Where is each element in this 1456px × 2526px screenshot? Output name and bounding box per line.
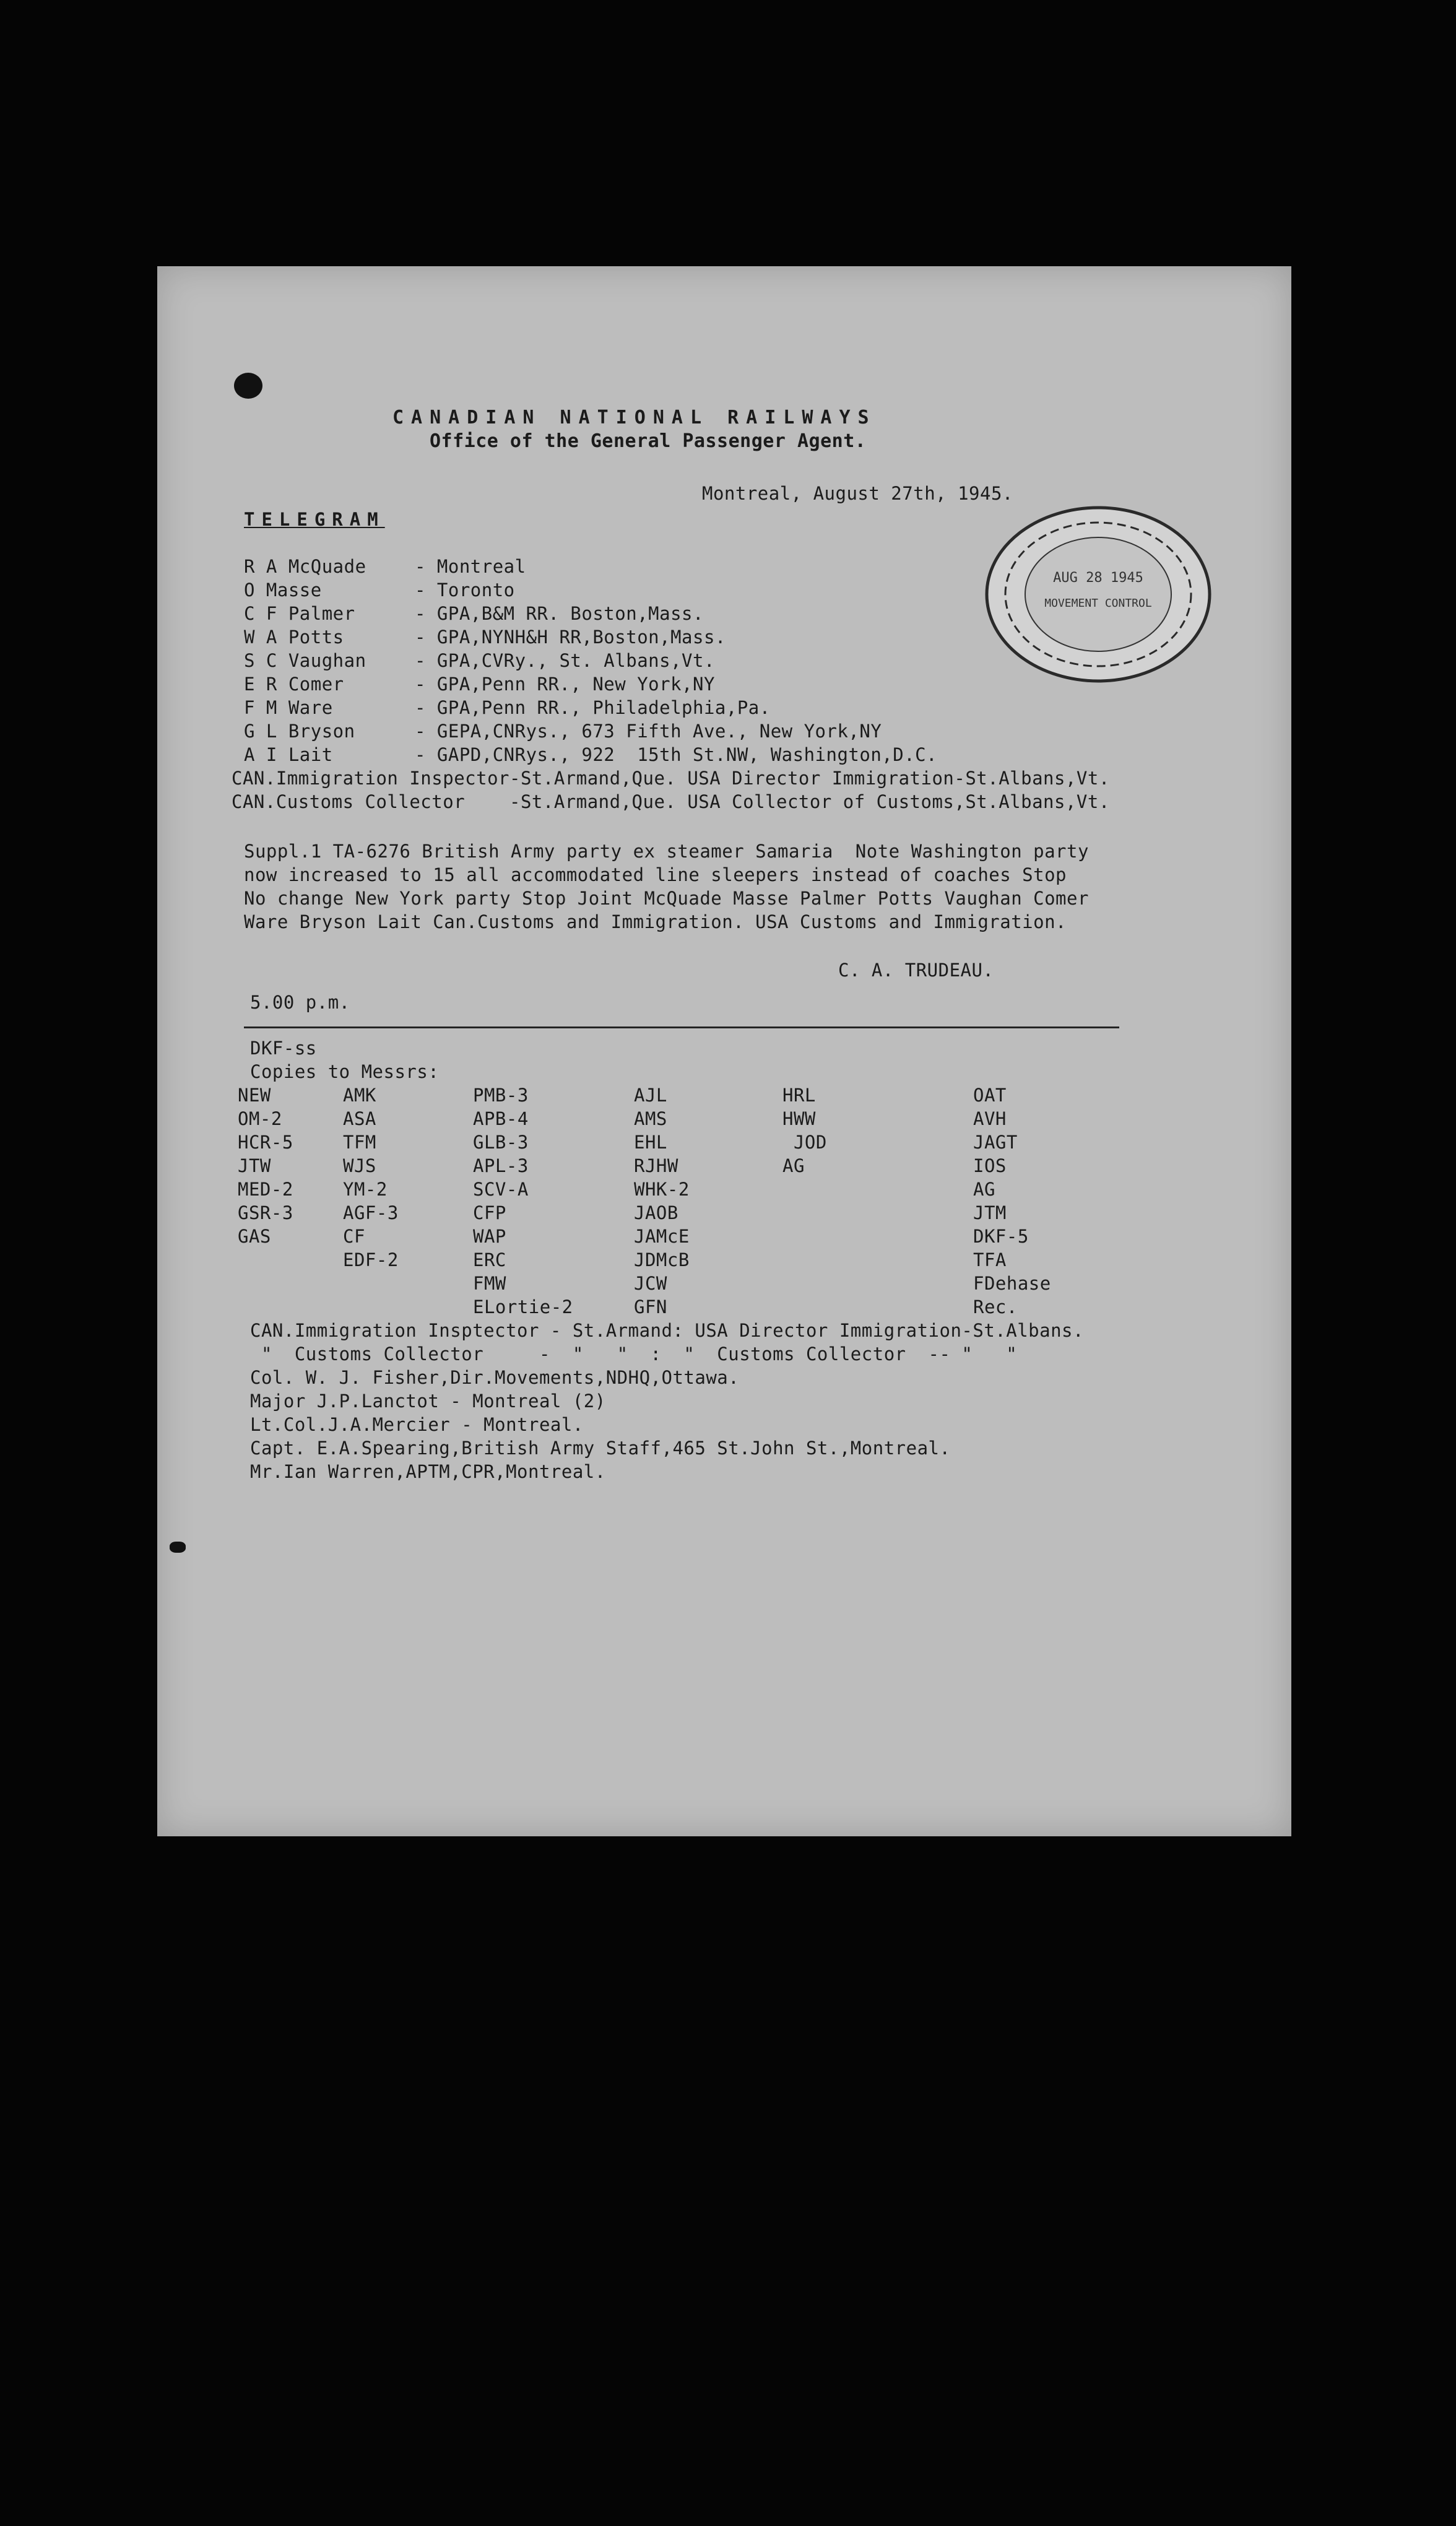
copy-code: WJS bbox=[343, 1155, 376, 1176]
document-page bbox=[157, 266, 1291, 1836]
message-line: No change New York party Stop Joint McQuade Masse Palmer Potts Vaughan Comer bbox=[244, 888, 1089, 909]
copies-label: Copies to Messrs: bbox=[250, 1061, 440, 1082]
copy-code: YM-2 bbox=[343, 1179, 388, 1200]
copy-code: RJHW bbox=[634, 1155, 678, 1176]
copy-code: OM-2 bbox=[238, 1108, 282, 1129]
distribution-line: Mr.Ian Warren,APTM,CPR,Montreal. bbox=[250, 1461, 606, 1482]
addressee-destination: - GPA,B&M RR. Boston,Mass. bbox=[415, 603, 704, 624]
copy-code: HCR-5 bbox=[238, 1132, 293, 1153]
copy-code: AVH bbox=[973, 1108, 1007, 1129]
divider-rule bbox=[244, 1026, 1119, 1028]
copy-code: WHK-2 bbox=[634, 1179, 690, 1200]
copy-code: JTM bbox=[973, 1202, 1007, 1223]
copy-code: AMK bbox=[343, 1085, 376, 1106]
copy-code: TFM bbox=[343, 1132, 376, 1153]
addressee-destination: - GPA,Penn RR., New York,NY bbox=[415, 674, 715, 695]
ink-blot bbox=[234, 373, 262, 399]
distribution-line: " Customs Collector - " " : " Customs Collector -- " " bbox=[250, 1343, 1018, 1365]
copy-code: AMS bbox=[634, 1108, 667, 1129]
copy-code: ERC bbox=[473, 1249, 506, 1270]
time-sent: 5.00 p.m. bbox=[250, 992, 350, 1013]
copy-code: HRL bbox=[782, 1085, 816, 1106]
message-line: Ware Bryson Lait Can.Customs and Immigration. USA Customs and Immigration. bbox=[244, 911, 1067, 932]
copy-code: APL-3 bbox=[473, 1155, 529, 1176]
copy-code: PMB-3 bbox=[473, 1085, 529, 1106]
reference-initials: DKF-ss bbox=[250, 1038, 317, 1059]
copy-code: NEW bbox=[238, 1085, 271, 1106]
letterhead-org: CANADIAN NATIONAL RAILWAYS bbox=[392, 407, 877, 428]
stamp-date: AUG 28 1945 bbox=[1053, 570, 1143, 586]
copy-code: ASA bbox=[343, 1108, 376, 1129]
addressee-destination: - GPA,Penn RR., Philadelphia,Pa. bbox=[415, 697, 771, 718]
copy-code: AG bbox=[973, 1179, 995, 1200]
addressee-name: A I Lait bbox=[244, 744, 333, 765]
message-line: now increased to 15 all accommodated line sleepers instead of coaches Stop bbox=[244, 864, 1067, 885]
copy-code: ELortie-2 bbox=[473, 1296, 573, 1317]
copy-code: JAOB bbox=[634, 1202, 678, 1223]
copy-code: CFP bbox=[473, 1202, 506, 1223]
distribution-line: CAN.Immigration Insptector - St.Armand: USA Director Immigration-St.Albans. bbox=[250, 1320, 1084, 1341]
cc-line: CAN.Immigration Inspector-St.Armand,Que. USA Director Immigration-St.Albans,Vt. bbox=[232, 768, 1110, 789]
copy-code: FMW bbox=[473, 1273, 506, 1294]
cc-line: CAN.Customs Collector -St.Armand,Que. USA Collector of Customs,St.Albans,Vt. bbox=[232, 791, 1110, 812]
copy-code: EHL bbox=[634, 1132, 667, 1153]
addressee-name: R A McQuade bbox=[244, 556, 366, 577]
copy-code: JCW bbox=[634, 1273, 667, 1294]
copy-code: CF bbox=[343, 1226, 365, 1247]
copy-code: SCV-A bbox=[473, 1179, 529, 1200]
copy-code: GLB-3 bbox=[473, 1132, 529, 1153]
letterhead-office: Office of the General Passenger Agent. bbox=[430, 430, 867, 452]
dateline: Montreal, August 27th, 1945. bbox=[702, 483, 1013, 504]
addressee-name: S C Vaughan bbox=[244, 650, 366, 671]
copy-code: WAP bbox=[473, 1226, 506, 1247]
distribution-line: Lt.Col.J.A.Mercier - Montreal. bbox=[250, 1414, 584, 1435]
addressee-name: F M Ware bbox=[244, 697, 333, 718]
addressee-destination: - Toronto bbox=[415, 579, 515, 601]
copy-code: AJL bbox=[634, 1085, 667, 1106]
copy-code: AG bbox=[782, 1155, 805, 1176]
copy-code: HWW bbox=[782, 1108, 816, 1129]
addressee-name: E R Comer bbox=[244, 674, 344, 695]
copy-code: GAS bbox=[238, 1226, 271, 1247]
addressee-destination: - GAPD,CNRys., 922 15th St.NW, Washington,D.C. bbox=[415, 744, 938, 765]
addressee-name: O Masse bbox=[244, 579, 322, 601]
distribution-line: Major J.P.Lanctot - Montreal (2) bbox=[250, 1391, 606, 1412]
stamp-text: MOVEMENT CONTROL bbox=[1044, 597, 1152, 610]
copy-code: JOD bbox=[782, 1132, 827, 1153]
copy-code: JAMcE bbox=[634, 1226, 690, 1247]
copy-code: OAT bbox=[973, 1085, 1007, 1106]
copy-code: JTW bbox=[238, 1155, 271, 1176]
copy-code: FDehase bbox=[973, 1273, 1051, 1294]
addressee-destination: - GEPA,CNRys., 673 Fifth Ave., New York,NY bbox=[415, 721, 882, 742]
copy-code: APB-4 bbox=[473, 1108, 529, 1129]
received-stamp bbox=[981, 501, 1216, 687]
copy-code: DKF-5 bbox=[973, 1226, 1029, 1247]
message-line: Suppl.1 TA-6276 British Army party ex steamer Samaria Note Washington party bbox=[244, 841, 1089, 862]
copy-code: MED-2 bbox=[238, 1179, 293, 1200]
copy-code: IOS bbox=[973, 1155, 1007, 1176]
addressee-name: C F Palmer bbox=[244, 603, 355, 624]
copy-code: EDF-2 bbox=[343, 1249, 399, 1270]
copy-code: GSR-3 bbox=[238, 1202, 293, 1223]
distribution-line: Col. W. J. Fisher,Dir.Movements,NDHQ,Ottawa. bbox=[250, 1367, 740, 1388]
copy-code: GFN bbox=[634, 1296, 667, 1317]
distribution-line: Capt. E.A.Spearing,British Army Staff,465 St.John St.,Montreal. bbox=[250, 1438, 951, 1459]
ink-smudge bbox=[170, 1542, 186, 1553]
copy-code: JDMcB bbox=[634, 1249, 690, 1270]
addressee-name: G L Bryson bbox=[244, 721, 355, 742]
copy-code: AGF-3 bbox=[343, 1202, 399, 1223]
addressee-destination: - Montreal bbox=[415, 556, 526, 577]
document-type: TELEGRAM bbox=[244, 509, 385, 530]
copy-code: TFA bbox=[973, 1249, 1007, 1270]
copy-code: Rec. bbox=[973, 1296, 1018, 1317]
copy-code: JAGT bbox=[973, 1132, 1018, 1153]
addressee-name: W A Potts bbox=[244, 627, 344, 648]
signature: C. A. TRUDEAU. bbox=[838, 960, 994, 981]
addressee-destination: - GPA,CVRy., St. Albans,Vt. bbox=[415, 650, 715, 671]
addressee-destination: - GPA,NYNH&H RR,Boston,Mass. bbox=[415, 627, 726, 648]
